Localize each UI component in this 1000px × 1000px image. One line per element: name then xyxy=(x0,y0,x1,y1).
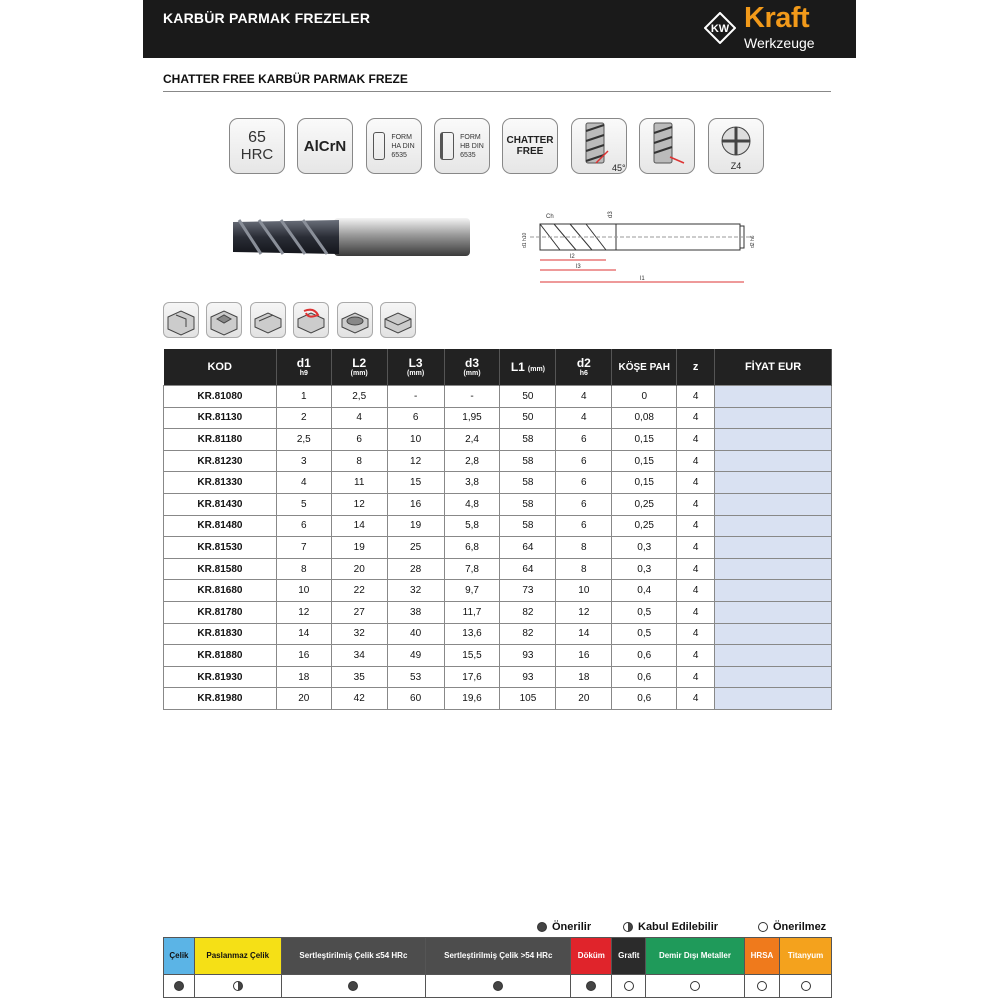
shank-hb-icon xyxy=(440,132,454,160)
cell-d3: 6,8 xyxy=(444,537,500,559)
helix-angle-badge xyxy=(571,118,627,174)
feature-badges xyxy=(229,118,769,176)
cell-d3: - xyxy=(444,386,500,408)
cell-kod: KR.81080 xyxy=(164,386,277,408)
cell-l3: 40 xyxy=(387,623,444,645)
cell-z: 4 xyxy=(677,429,715,451)
cell-l2: 14 xyxy=(331,515,387,537)
cell-kose: 0,3 xyxy=(612,558,677,580)
col-d3: d3 (mm) xyxy=(444,349,500,386)
cell-l3: 38 xyxy=(387,601,444,623)
cell-l2: 11 xyxy=(331,472,387,494)
cell-d1: 4 xyxy=(276,472,331,494)
cell-price xyxy=(715,450,832,472)
table-row xyxy=(164,537,832,559)
col-z: z xyxy=(677,349,715,386)
material-header-row xyxy=(164,938,832,975)
col-l3: L3 (mm) xyxy=(387,349,444,386)
cell-l1: 58 xyxy=(500,493,556,515)
cell-z: 4 xyxy=(677,688,715,710)
cell-price xyxy=(715,386,832,408)
col-d1: d1 h9 xyxy=(276,349,331,386)
cell-l2: 27 xyxy=(331,601,387,623)
cell-kod: KR.81830 xyxy=(164,623,277,645)
logo-main-text: Kraft xyxy=(744,2,810,34)
cell-kose: 0,25 xyxy=(612,515,677,537)
legend-acceptable-label: Kabul Edilebilir xyxy=(638,921,719,933)
cell-kose: 0,6 xyxy=(612,666,677,688)
form-hb-line2: HB DIN xyxy=(460,142,484,150)
cell-price xyxy=(715,515,832,537)
filled-circle-icon xyxy=(537,922,547,932)
table-row xyxy=(164,688,832,710)
table-row xyxy=(164,623,832,645)
form-hb-badge xyxy=(434,118,490,174)
cell-l1: 58 xyxy=(500,515,556,537)
side-milling-icon xyxy=(250,302,286,338)
cell-kod: KR.81480 xyxy=(164,515,277,537)
cell-z: 4 xyxy=(677,601,715,623)
table-row xyxy=(164,386,832,408)
page-title: KARBÜR PARMAK FREZELER xyxy=(163,10,371,26)
filled-circle-icon xyxy=(348,981,358,991)
cell-d2: 12 xyxy=(556,601,612,623)
cell-z: 4 xyxy=(677,472,715,494)
cell-d2: 18 xyxy=(556,666,612,688)
face-milling-icon xyxy=(380,302,416,338)
hardness-badge xyxy=(229,118,285,174)
material-rating xyxy=(426,975,571,998)
chatter-free-badge xyxy=(502,118,558,174)
legend-acceptable xyxy=(623,921,718,933)
cell-l3: 60 xyxy=(387,688,444,710)
l2-label: l2 xyxy=(570,254,575,260)
cell-d3: 2,8 xyxy=(444,450,500,472)
legend-recommended-label: Önerilir xyxy=(552,921,592,933)
cell-kod: KR.81980 xyxy=(164,688,277,710)
cell-d1: 10 xyxy=(276,580,331,602)
col-kod: KOD xyxy=(164,349,277,386)
form-ha-line2: HA DIN xyxy=(391,142,415,150)
table-row xyxy=(164,472,832,494)
cell-kod: KR.81180 xyxy=(164,429,277,451)
cell-z: 4 xyxy=(677,407,715,429)
cell-l1: 64 xyxy=(500,537,556,559)
flute-geometry-badge xyxy=(639,118,695,174)
cell-l1: 58 xyxy=(500,429,556,451)
empty-circle-icon xyxy=(757,981,767,991)
cell-z: 4 xyxy=(677,580,715,602)
cell-price xyxy=(715,558,832,580)
cell-l2: 2,5 xyxy=(331,386,387,408)
cell-kose: 0,15 xyxy=(612,429,677,451)
material-rating xyxy=(194,975,281,998)
cell-price xyxy=(715,407,832,429)
cell-d1: 20 xyxy=(276,688,331,710)
spec-table xyxy=(163,349,832,710)
cell-d1: 14 xyxy=(276,623,331,645)
flute-geometry-icon xyxy=(640,119,694,173)
cell-l3: 32 xyxy=(387,580,444,602)
section-divider xyxy=(163,91,831,92)
cell-price xyxy=(715,537,832,559)
table-row xyxy=(164,429,832,451)
cell-l1: 58 xyxy=(500,450,556,472)
cell-kose: 0 xyxy=(612,386,677,408)
cell-z: 4 xyxy=(677,623,715,645)
cell-z: 4 xyxy=(677,645,715,667)
cell-l3: 16 xyxy=(387,493,444,515)
empty-circle-icon xyxy=(624,981,634,991)
cell-d3: 15,5 xyxy=(444,645,500,667)
cell-d2: 6 xyxy=(556,472,612,494)
cell-d2: 6 xyxy=(556,515,612,537)
cell-z: 4 xyxy=(677,386,715,408)
table-row xyxy=(164,515,832,537)
cell-l2: 12 xyxy=(331,493,387,515)
header-bar xyxy=(143,0,856,58)
table-row xyxy=(164,666,832,688)
cell-kose: 0,5 xyxy=(612,623,677,645)
half-circle-icon xyxy=(233,981,243,991)
shank-ha-icon xyxy=(373,132,385,160)
cell-kose: 0,08 xyxy=(612,407,677,429)
logo-badge-text: KW xyxy=(710,23,730,35)
profiling-icon xyxy=(337,302,373,338)
cell-l3: 28 xyxy=(387,558,444,580)
cell-price xyxy=(715,688,832,710)
material-rating xyxy=(612,975,646,998)
cell-l1: 82 xyxy=(500,623,556,645)
cell-d3: 19,6 xyxy=(444,688,500,710)
empty-circle-icon xyxy=(801,981,811,991)
angle-label: 45° xyxy=(612,163,626,173)
cell-d2: 4 xyxy=(556,407,612,429)
section-title: CHATTER FREE KARBÜR PARMAK FREZE xyxy=(163,72,408,86)
cell-l2: 42 xyxy=(331,688,387,710)
cell-kose: 0,4 xyxy=(612,580,677,602)
material-rating xyxy=(164,975,195,998)
empty-circle-icon xyxy=(758,922,768,932)
cell-kod: KR.81880 xyxy=(164,645,277,667)
chatter-free-line2: FREE xyxy=(516,146,544,157)
material-rating-row xyxy=(164,975,832,998)
cell-kod: KR.81530 xyxy=(164,537,277,559)
material-header: HRSA xyxy=(744,938,779,975)
cell-l1: 58 xyxy=(500,472,556,494)
d3-label: d3 xyxy=(608,211,614,218)
cell-l1: 82 xyxy=(500,601,556,623)
cell-kose: 0,3 xyxy=(612,537,677,559)
cell-l1: 64 xyxy=(500,558,556,580)
form-ha-badge xyxy=(366,118,422,174)
pocketing-icon xyxy=(206,302,242,338)
cell-d3: 1,95 xyxy=(444,407,500,429)
cell-d3: 4,8 xyxy=(444,493,500,515)
cell-d2: 8 xyxy=(556,537,612,559)
legend-not-recommended-label: Önerilmez xyxy=(773,921,827,933)
cell-l3: 15 xyxy=(387,472,444,494)
cell-l3: 49 xyxy=(387,645,444,667)
cell-kose: 0,15 xyxy=(612,472,677,494)
cell-d1: 18 xyxy=(276,666,331,688)
ramping-icon xyxy=(293,302,329,338)
chatter-free-line1: CHATTER xyxy=(506,135,554,146)
cell-d2: 4 xyxy=(556,386,612,408)
cell-d1: 7 xyxy=(276,537,331,559)
material-header: Çelik xyxy=(164,938,195,975)
coating-label: AlCrN xyxy=(303,137,347,155)
cell-d2: 16 xyxy=(556,645,612,667)
d1-label: d1 h10 xyxy=(522,232,528,248)
cell-l2: 8 xyxy=(331,450,387,472)
table-row xyxy=(164,558,832,580)
form-hb-line1: FORM xyxy=(460,133,481,141)
end-mill-image xyxy=(229,212,473,262)
col-price: FİYAT EUR xyxy=(715,349,832,386)
filled-circle-icon xyxy=(493,981,503,991)
cell-kod: KR.81680 xyxy=(164,580,277,602)
material-header: Titanyum xyxy=(780,938,832,975)
cell-price xyxy=(715,601,832,623)
cell-z: 4 xyxy=(677,450,715,472)
cell-d1: 8 xyxy=(276,558,331,580)
cell-price xyxy=(715,666,832,688)
cell-kod: KR.81330 xyxy=(164,472,277,494)
empty-circle-icon xyxy=(690,981,700,991)
cell-z: 4 xyxy=(677,558,715,580)
cell-d1: 2,5 xyxy=(276,429,331,451)
hardness-value: 65 xyxy=(248,129,266,146)
technical-drawing xyxy=(520,204,760,290)
cell-d2: 6 xyxy=(556,493,612,515)
flute-count-label: Z4 xyxy=(730,161,742,171)
cell-d3: 17,6 xyxy=(444,666,500,688)
cell-kose: 0,15 xyxy=(612,450,677,472)
form-hb-line3: 6535 xyxy=(460,151,476,159)
brand-logo xyxy=(704,4,834,52)
cell-l1: 50 xyxy=(500,386,556,408)
cell-kod: KR.81580 xyxy=(164,558,277,580)
table-row xyxy=(164,450,832,472)
cell-d1: 1 xyxy=(276,386,331,408)
table-row xyxy=(164,407,832,429)
cell-d3: 3,8 xyxy=(444,472,500,494)
cell-d2: 6 xyxy=(556,450,612,472)
cell-kod: KR.81430 xyxy=(164,493,277,515)
table-row xyxy=(164,580,832,602)
legend-not-recommended xyxy=(758,921,826,933)
col-kose-pah: KÖŞE PAH xyxy=(612,349,677,386)
material-rating xyxy=(281,975,426,998)
material-rating xyxy=(571,975,612,998)
cell-price xyxy=(715,645,832,667)
table-row xyxy=(164,493,832,515)
cell-d3: 5,8 xyxy=(444,515,500,537)
half-circle-icon xyxy=(623,922,633,932)
material-header: Sertleştirilmiş Çelik >54 HRc xyxy=(426,938,571,975)
cell-l3: 6 xyxy=(387,407,444,429)
material-rating xyxy=(744,975,779,998)
form-ha-line1: FORM xyxy=(391,133,412,141)
cell-price xyxy=(715,429,832,451)
cell-l3: 53 xyxy=(387,666,444,688)
slotting-icon xyxy=(163,302,199,338)
four-flute-icon xyxy=(709,119,763,173)
cell-price xyxy=(715,623,832,645)
material-rating xyxy=(780,975,832,998)
cell-l2: 32 xyxy=(331,623,387,645)
cell-d2: 10 xyxy=(556,580,612,602)
cell-z: 4 xyxy=(677,666,715,688)
cell-l2: 22 xyxy=(331,580,387,602)
filled-circle-icon xyxy=(174,981,184,991)
cell-l1: 105 xyxy=(500,688,556,710)
l1-label: l1 xyxy=(640,276,645,282)
filled-circle-icon xyxy=(586,981,596,991)
cell-l2: 19 xyxy=(331,537,387,559)
material-header: Döküm xyxy=(571,938,612,975)
spec-header-row xyxy=(164,349,832,386)
cell-l1: 50 xyxy=(500,407,556,429)
coating-badge xyxy=(297,118,353,174)
cell-l2: 35 xyxy=(331,666,387,688)
cell-kose: 0,6 xyxy=(612,645,677,667)
ch-label: Ch xyxy=(546,214,554,220)
cell-kod: KR.81930 xyxy=(164,666,277,688)
cell-l1: 93 xyxy=(500,645,556,667)
table-row xyxy=(164,601,832,623)
cell-d1: 5 xyxy=(276,493,331,515)
table-row xyxy=(164,645,832,667)
cell-z: 4 xyxy=(677,493,715,515)
helix-45-icon xyxy=(572,119,626,173)
cell-z: 4 xyxy=(677,537,715,559)
cell-kose: 0,25 xyxy=(612,493,677,515)
legend-recommended xyxy=(537,921,591,933)
cell-d1: 3 xyxy=(276,450,331,472)
cell-d2: 14 xyxy=(556,623,612,645)
material-table xyxy=(163,937,832,998)
material-header: Demir Dışı Metaller xyxy=(646,938,745,975)
logo-sub-text: Werkzeuge xyxy=(744,35,815,51)
cell-kose: 0,5 xyxy=(612,601,677,623)
material-header: Paslanmaz Çelik xyxy=(194,938,281,975)
hardness-unit: HRC xyxy=(240,146,274,163)
cell-l1: 73 xyxy=(500,580,556,602)
cell-d2: 20 xyxy=(556,688,612,710)
l3-label: l3 xyxy=(576,264,581,270)
cell-price xyxy=(715,472,832,494)
cell-kose: 0,6 xyxy=(612,688,677,710)
cell-l2: 4 xyxy=(331,407,387,429)
col-d2: d2 h6 xyxy=(556,349,612,386)
cell-d2: 8 xyxy=(556,558,612,580)
cell-l3: 10 xyxy=(387,429,444,451)
cell-d1: 12 xyxy=(276,601,331,623)
cell-kod: KR.81230 xyxy=(164,450,277,472)
cell-l2: 20 xyxy=(331,558,387,580)
cell-d3: 11,7 xyxy=(444,601,500,623)
flute-count-badge xyxy=(708,118,764,174)
col-l1: L1 (mm) xyxy=(500,349,556,386)
form-ha-line3: 6535 xyxy=(391,151,407,159)
cell-l2: 6 xyxy=(331,429,387,451)
col-l2: L2 (mm) xyxy=(331,349,387,386)
kw-logo-icon xyxy=(704,12,736,44)
cell-d3: 9,7 xyxy=(444,580,500,602)
material-header: Grafit xyxy=(612,938,646,975)
cell-l3: 25 xyxy=(387,537,444,559)
cell-l1: 93 xyxy=(500,666,556,688)
cell-l3: - xyxy=(387,386,444,408)
cell-l3: 19 xyxy=(387,515,444,537)
cell-kod: KR.81130 xyxy=(164,407,277,429)
material-rating xyxy=(646,975,745,998)
cell-z: 4 xyxy=(677,515,715,537)
cell-d3: 2,4 xyxy=(444,429,500,451)
cell-d3: 7,8 xyxy=(444,558,500,580)
cell-price xyxy=(715,493,832,515)
cell-price xyxy=(715,580,832,602)
cell-l2: 34 xyxy=(331,645,387,667)
cell-d1: 16 xyxy=(276,645,331,667)
cell-d2: 6 xyxy=(556,429,612,451)
cell-l3: 12 xyxy=(387,450,444,472)
d2-label: d2 h6 xyxy=(750,235,756,248)
cell-d1: 2 xyxy=(276,407,331,429)
cell-d3: 13,6 xyxy=(444,623,500,645)
cell-kod: KR.81780 xyxy=(164,601,277,623)
cell-d1: 6 xyxy=(276,515,331,537)
material-header: Sertleştirilmiş Çelik ≤54 HRc xyxy=(281,938,426,975)
application-icons xyxy=(163,302,423,340)
